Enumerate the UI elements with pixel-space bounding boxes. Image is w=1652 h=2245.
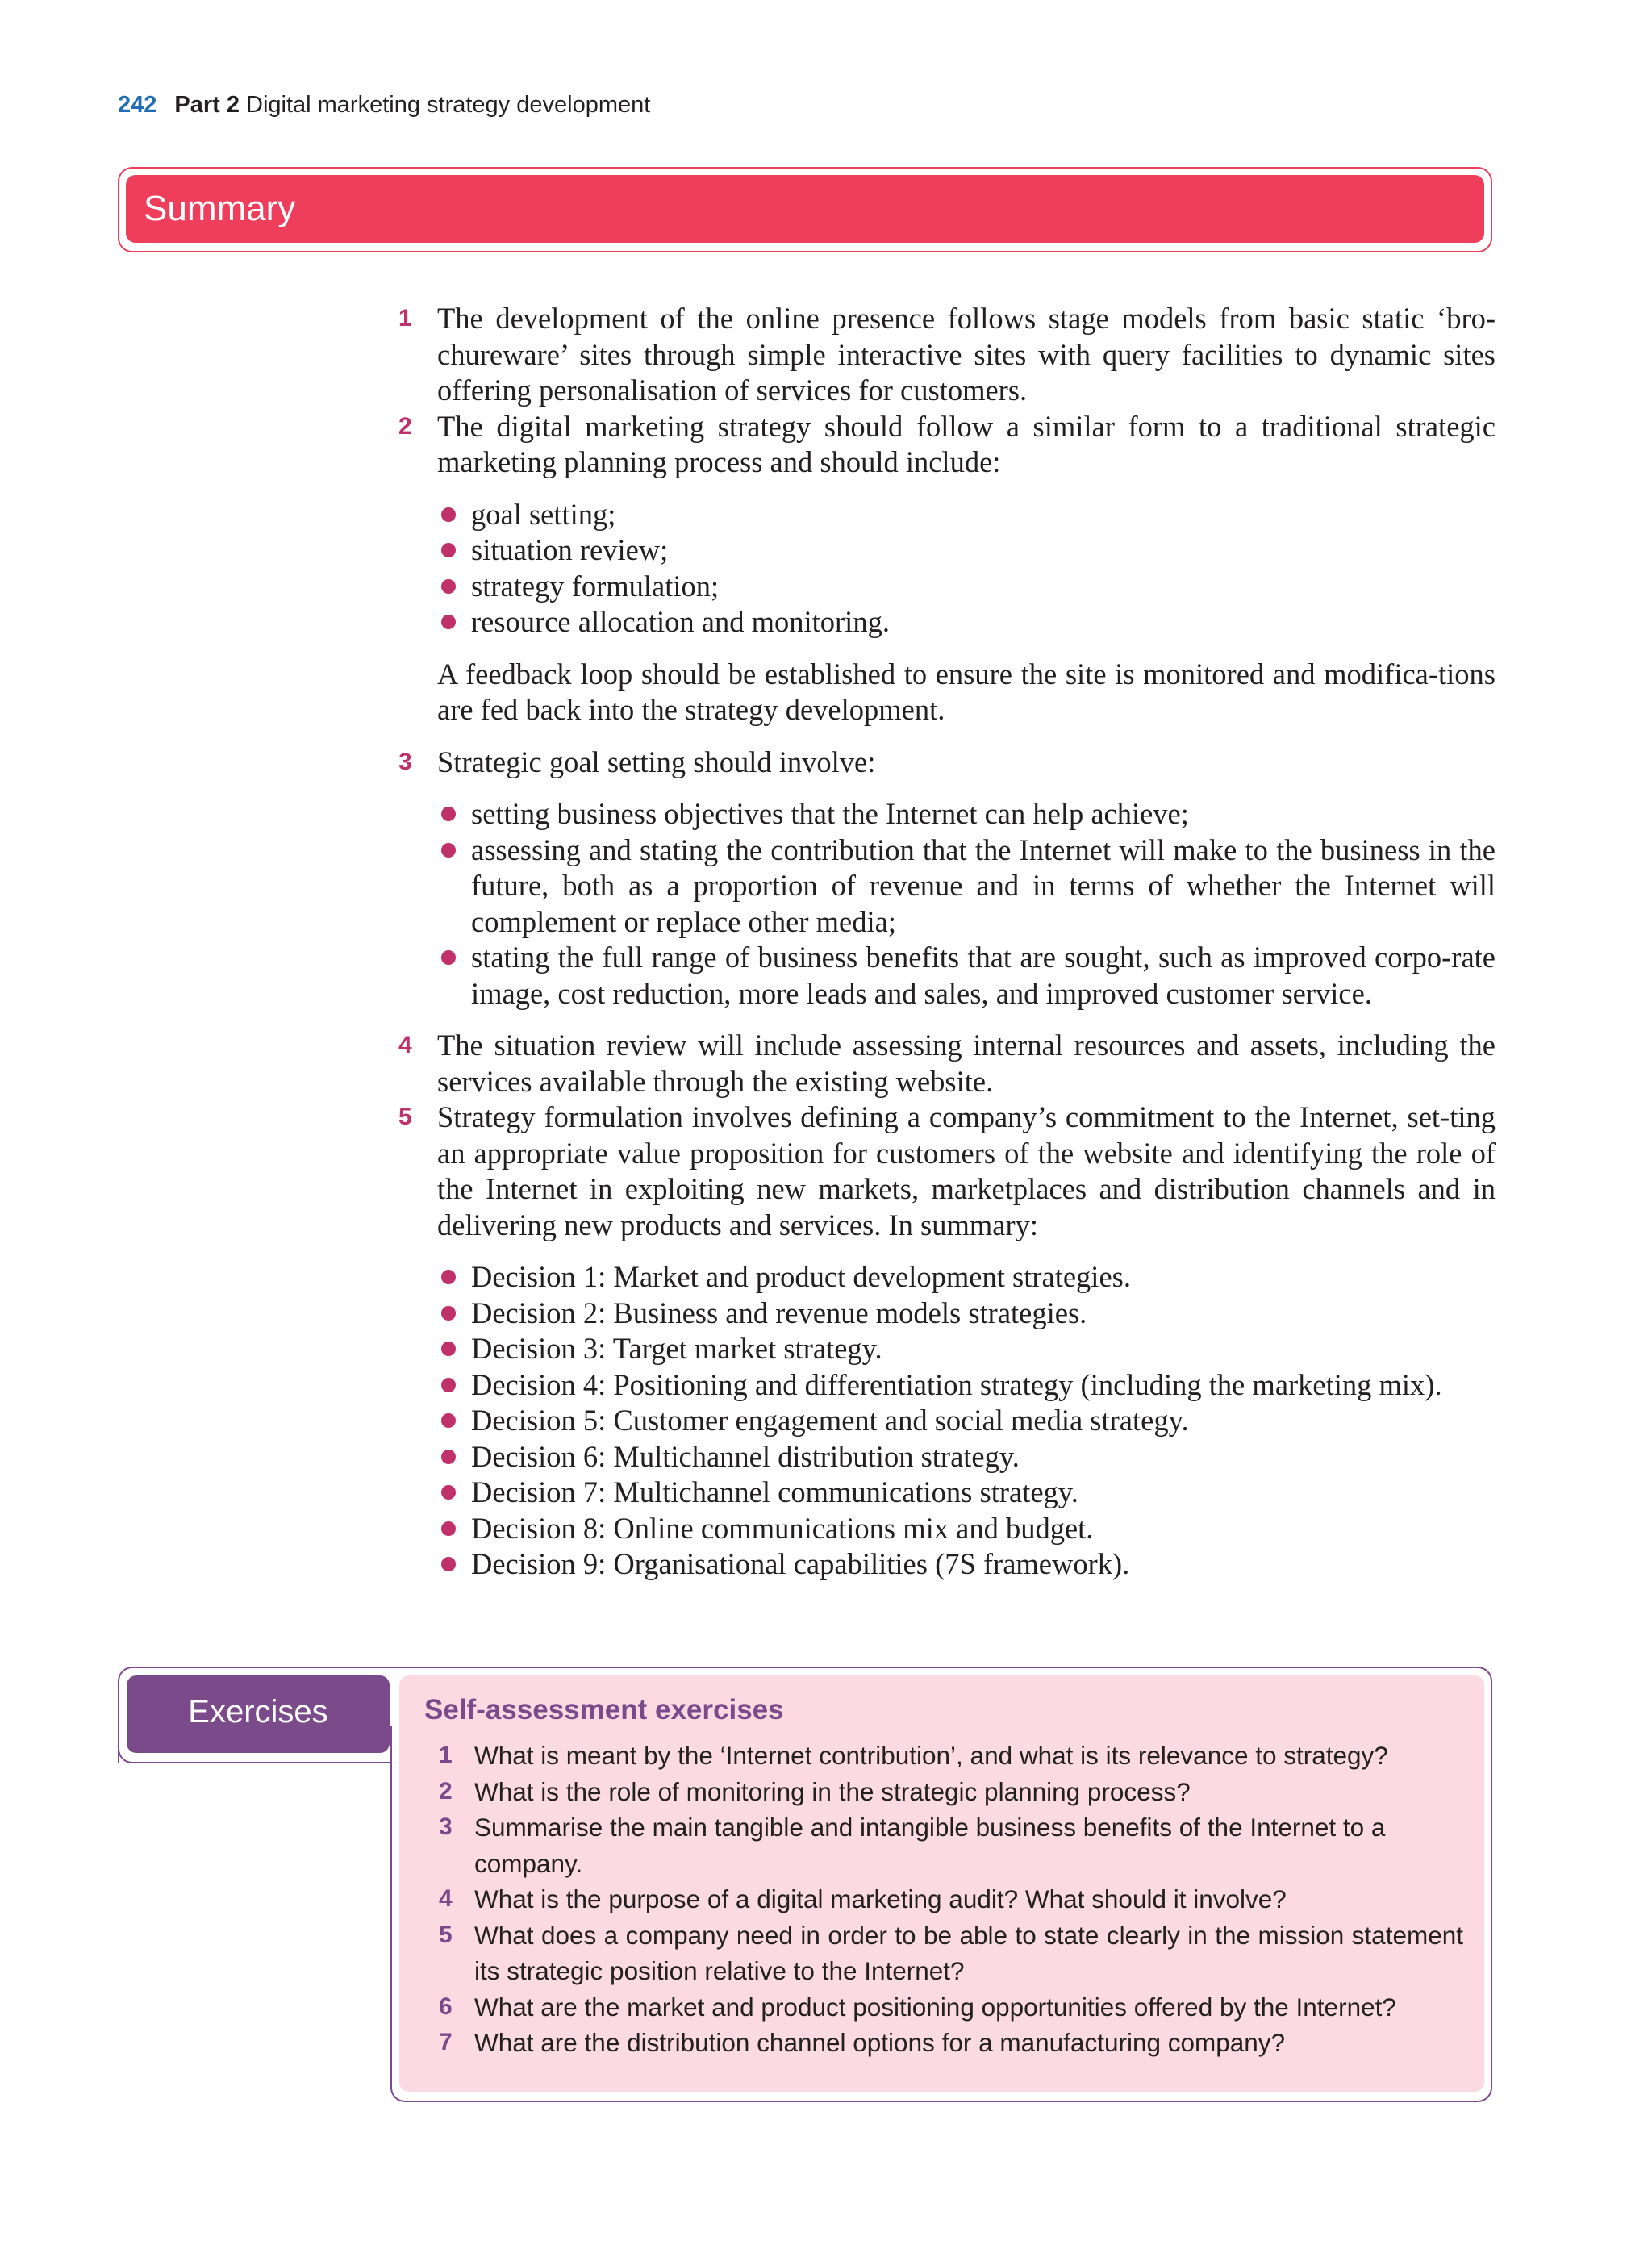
summary-item-5 (398, 1100, 1496, 1583)
summary-item-text: The digital marketing strategy should follow a similar form to a traditional strategic marketing planning process and should include: (437, 409, 1496, 478)
exercises-heading: Self-assessment exercises (424, 1694, 784, 1725)
exercise-number: 7 (439, 2029, 453, 2055)
bullet-item: resource allocation and monitoring. (437, 604, 1496, 641)
summary-item-text: Strategy formulation involves defining a company’s commitment to the Internet, set-ting an appropriate value proposition for customers of the website and identifying the role of the Internet in exploiting new markets, marketplaces and distribution channels and in delivering new products and services. In summary: (437, 1100, 1496, 1241)
bullet-item: setting business objectives that the Internet can help achieve; (437, 796, 1496, 832)
bullet-item: strategy formulation; (437, 569, 1496, 605)
exercise-item-7 (439, 2025, 1463, 2061)
page-number: 242 (118, 92, 157, 118)
exercise-text: What does a company need in order to be able to state clearly in the mission statement its strategic position relative to the Internet? (474, 1920, 1463, 1985)
exercise-text: Summarise the main tangible and intangible business benefits of the Internet to a company. (474, 1813, 1386, 1878)
summary-title: Summary (144, 189, 296, 228)
exercise-text: What are the market and product positioning opportunities offered by the Internet? (474, 1992, 1396, 2022)
exercise-text: What is the purpose of a digital marketing audit? What should it involve? (474, 1884, 1287, 1913)
exercise-number: 3 (439, 1813, 453, 1840)
bullet-item: situation review; (437, 532, 1496, 569)
part-title: Digital marketing strategy development (246, 92, 651, 118)
exercise-number: 2 (439, 1777, 453, 1805)
summary-item-text: The situation review will include assessing internal resources and assets, including the services available through the existing website. (437, 1029, 1496, 1098)
exercise-text: What are the distribution channel options for a manufacturing company? (474, 2028, 1286, 2057)
summary-item-number: 3 (398, 748, 412, 775)
summary-item-2 (398, 409, 1496, 728)
summary-item-number: 4 (398, 1032, 412, 1058)
bullet-item: assessing and stating the contribution that the Internet will make to the business in the future, both as a proportion of revenue and in terms of whether the Internet will complement or replace other media; (437, 832, 1496, 941)
exercise-item-1 (439, 1738, 1463, 1774)
bullet-list (437, 497, 1496, 641)
exercise-number: 4 (439, 1885, 453, 1912)
exercise-number: 6 (439, 1993, 453, 2020)
bullet-item: goal setting; (437, 497, 1496, 533)
bullet-item: Decision 2: Business and revenue models strategies. (437, 1296, 1496, 1332)
exercise-list (439, 1738, 1463, 2061)
exercise-item-2 (439, 1774, 1463, 1810)
bullet-item: Decision 3: Target market strategy. (437, 1331, 1496, 1367)
bullet-list (437, 1259, 1496, 1583)
bullet-item: stating the full range of business benefits that are sought, such as improved corpo-rate image, cost reduction, more leads and sales, and improved customer service. (437, 940, 1496, 1012)
bullet-item: Decision 4: Positioning and differentiation strategy (including the marketing mix). (437, 1367, 1496, 1404)
bullet-item: Decision 6: Multichannel distribution strategy. (437, 1439, 1496, 1475)
bullet-list (437, 796, 1496, 1012)
exercise-number: 1 (439, 1742, 453, 1768)
summary-item-text: Strategic goal setting should involve: (437, 745, 876, 778)
exercise-text: What is the role of monitoring in the strategic planning process? (474, 1776, 1191, 1806)
exercise-item-4 (439, 1881, 1463, 1917)
bullet-item: Decision 7: Multichannel communications strategy. (437, 1475, 1496, 1511)
bullet-item: Decision 9: Organisational capabilities (7S framework). (437, 1546, 1496, 1583)
summary-list (398, 301, 1496, 1583)
summary-item-note: A feedback loop should be established to ensure the site is monitored and modifica-tions are fed back into the strategy development. (437, 657, 1496, 726)
bullet-item: Decision 5: Customer engagement and social media strategy. (437, 1403, 1496, 1439)
summary-item-number: 2 (398, 412, 412, 440)
summary-item-number: 5 (398, 1104, 412, 1130)
summary-item-4 (398, 1028, 1496, 1100)
summary-item-3 (398, 745, 1496, 1012)
summary-banner (126, 175, 1484, 243)
exercise-item-5 (439, 1917, 1463, 1989)
summary-item-number: 1 (398, 305, 412, 332)
summary-item-1 (398, 301, 1496, 409)
exercise-item-6 (439, 1989, 1463, 2026)
exercises-tab-label: Exercises (188, 1694, 328, 1730)
bullet-item: Decision 1: Market and product development strategies. (437, 1259, 1496, 1296)
running-header (118, 90, 650, 119)
bullet-item: Decision 8: Online communications mix and budget. (437, 1511, 1496, 1547)
exercise-text: What is meant by the ‘Internet contribution’, and what is its relevance to strategy? (474, 1741, 1388, 1770)
exercise-item-3 (439, 1809, 1463, 1881)
exercise-number: 5 (439, 1921, 453, 1948)
part-label: Part 2 (174, 92, 240, 118)
summary-item-text: The development of the online presence follows stage models from basic static ‘bro-chureware’ sites through simple interactive sites with query facilities to dynamic sites offering personalisation of services for customers. (437, 302, 1496, 407)
